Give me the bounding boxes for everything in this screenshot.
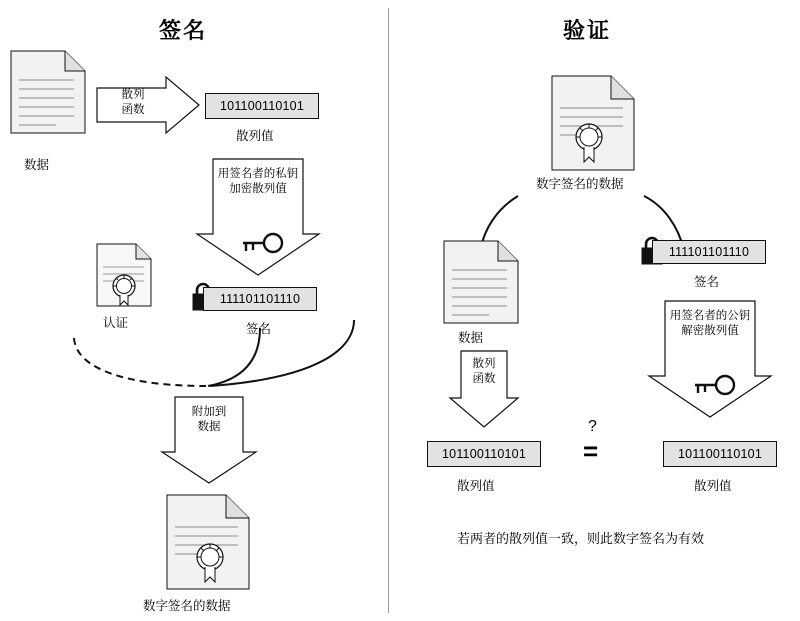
comparison-question-mark: ?: [588, 418, 597, 435]
right-panel-title: 验证: [563, 18, 612, 43]
right-signature-label: 签名: [694, 275, 720, 289]
certificate-label: 认证: [103, 316, 129, 330]
right-panel-left-hash-label: 散列值: [457, 479, 495, 493]
right-panel-right-hash-label: 散列值: [694, 479, 732, 493]
right-signature-box: 111101101110: [652, 240, 766, 264]
certificate-icon: [96, 243, 152, 307]
document-icon-right: [443, 240, 519, 324]
decrypt-arrow-label: [650, 309, 770, 339]
verification-conclusion: 若两者的散列值一致，则此数字签名为有效: [457, 531, 705, 546]
hash-function-arrow-left-label: [104, 88, 162, 118]
signed-document-icon-right: [551, 75, 635, 171]
encrypt-arrow-line1: 用签名者的私钥: [217, 168, 299, 180]
right-document-label: 数据: [458, 331, 484, 345]
left-signature-label: 签名: [246, 322, 272, 336]
left-hash-value-label: 散列值: [236, 129, 274, 143]
merge-connectors: [70, 320, 370, 395]
right-panel-left-hash-box: 101100110101: [427, 441, 541, 467]
key-icon: [240, 232, 284, 254]
left-signed-document-label: 数字签名的数据: [143, 599, 231, 613]
panel-divider: [388, 8, 389, 613]
hash-function-arrow-right-line2: 函数: [472, 373, 496, 385]
right-signed-document-label: 数字签名的数据: [536, 177, 624, 191]
append-arrow-label: [163, 405, 255, 435]
left-hash-value-box: 101100110101: [205, 93, 319, 119]
encrypt-arrow-line2: 加密散列值: [229, 183, 287, 195]
left-signature-box: 111101101110: [203, 287, 317, 311]
signed-document-icon-left: [166, 494, 250, 590]
hash-function-arrow-right-line1: 散列: [472, 358, 496, 370]
decrypt-arrow-line2: 解密散列值: [681, 325, 739, 337]
left-document-label: 数据: [24, 158, 50, 172]
decrypt-arrow-line1: 用签名者的公钥: [669, 310, 751, 322]
left-panel-title: 签名: [159, 18, 208, 43]
hash-function-arrow-left-line2: 函数: [121, 104, 145, 116]
append-arrow-line1: 附加到: [191, 406, 227, 418]
document-icon: [10, 50, 86, 134]
comparison-equals-sign: =: [583, 436, 599, 466]
hash-function-arrow-right-label: [451, 357, 517, 387]
encrypt-arrow-label: [198, 167, 318, 197]
key-icon-right: [692, 374, 736, 396]
hash-function-arrow-left-line1: 散列: [121, 89, 145, 101]
right-panel-right-hash-box: 101100110101: [663, 441, 777, 467]
append-arrow-line2: 数据: [197, 421, 221, 433]
